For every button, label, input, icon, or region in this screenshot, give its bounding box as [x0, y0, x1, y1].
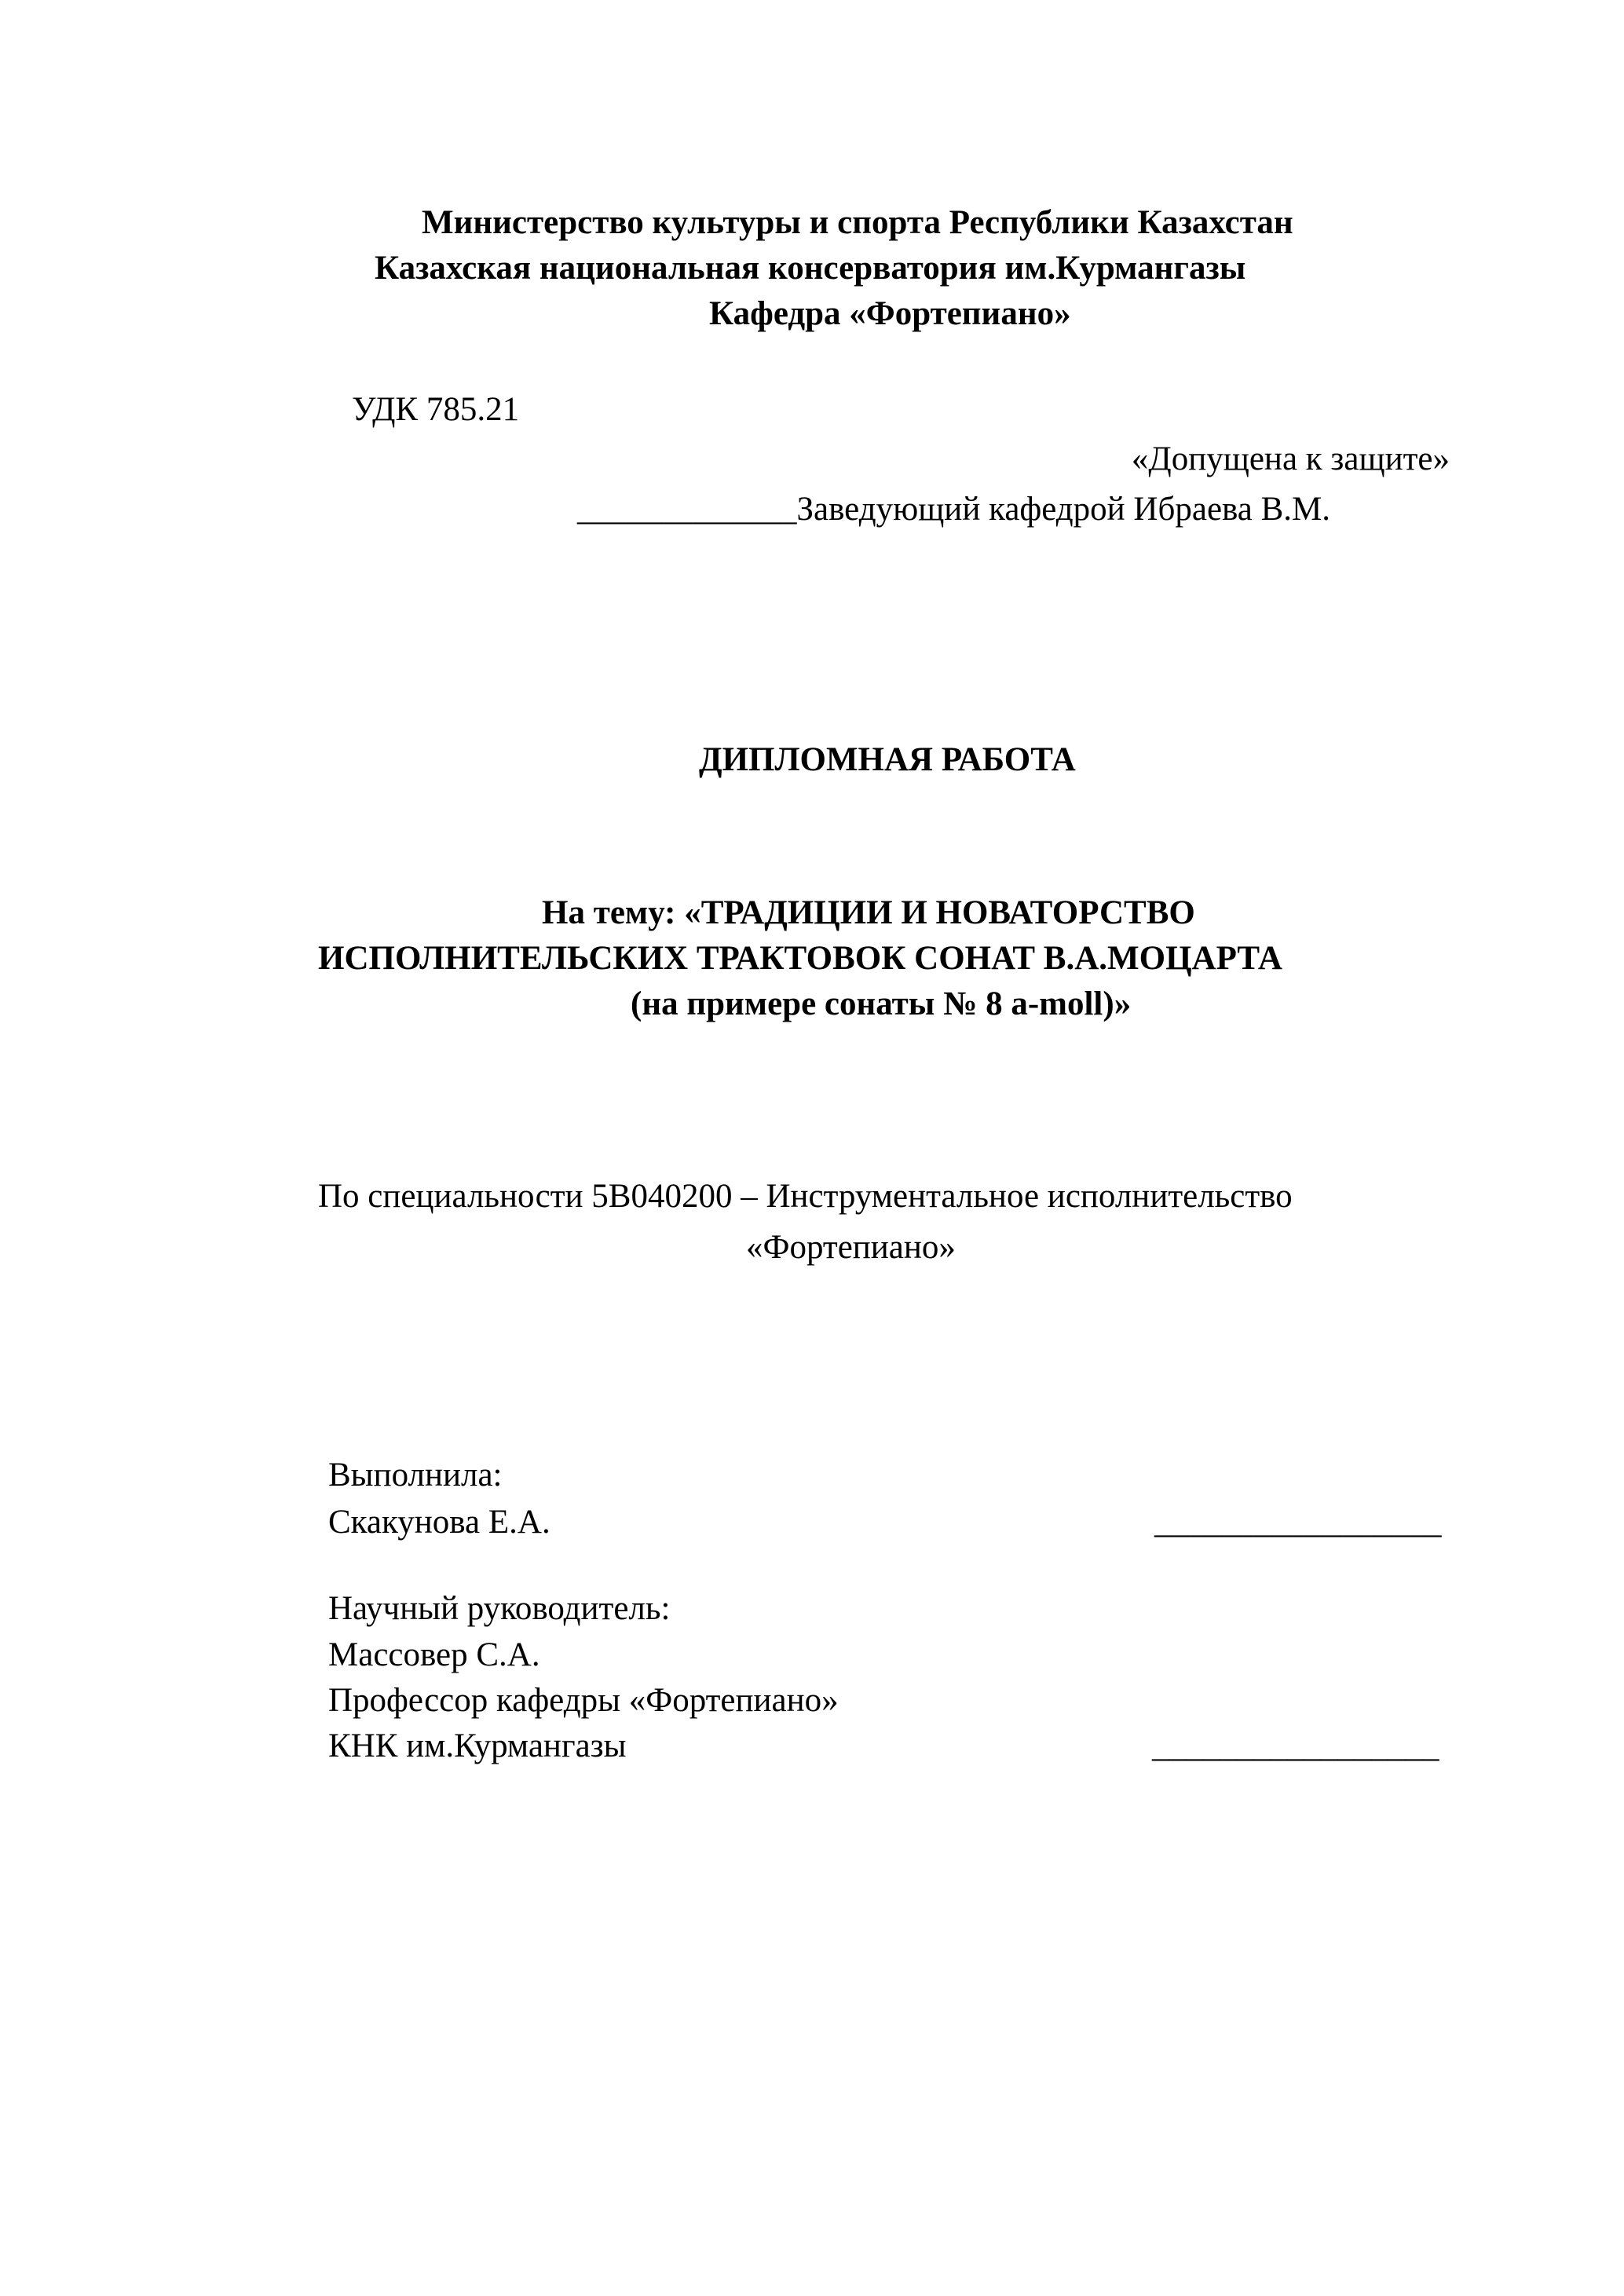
specialty-line-1: По специальности 5В040200 – Инструментальное исполнительство — [318, 1178, 1293, 1215]
supervisor-name: Массовер С.А. — [328, 1636, 540, 1673]
document-type-title: ДИПЛОМНАЯ РАБОТА — [699, 741, 1076, 778]
author-label: Выполнила: — [328, 1457, 503, 1493]
ministry-heading: Министерство культуры и спорта Республики Казахстан — [422, 204, 1293, 241]
specialty-line-2: «Фортепиано» — [746, 1229, 956, 1266]
supervisor-organization: КНК им.Курмангазы — [328, 1727, 627, 1764]
admitted-to-defense: «Допущена к защите» — [1131, 441, 1450, 477]
supervisor-position: Профессор кафедры «Фортепиано» — [328, 1682, 839, 1719]
author-name: Скакунова Е.А. — [328, 1504, 550, 1541]
author-signature-line: _________________ — [1154, 1504, 1442, 1541]
topic-line-1: На тему: «ТРАДИЦИИ И НОВАТОРСТВО — [542, 894, 1195, 931]
supervisor-label: Научный руководитель: — [328, 1590, 671, 1627]
head-of-department-signature: _____________Заведующий кафедрой Ибраева В.М. — [577, 491, 1331, 528]
udc-code: УДК 785.21 — [352, 391, 520, 428]
supervisor-signature-line: _________________ — [1152, 1727, 1439, 1764]
institution-heading: Казахская национальная консерватория им.Курмангазы — [375, 250, 1246, 287]
department-heading: Кафедра «Фортепиано» — [709, 295, 1071, 332]
topic-line-3: (на примере сонаты № 8 a-moll)» — [631, 985, 1132, 1022]
topic-line-2: ИСПОЛНИТЕЛЬСКИХ ТРАКТОВОК СОНАТ В.А.МОЦАРТА — [318, 940, 1282, 977]
